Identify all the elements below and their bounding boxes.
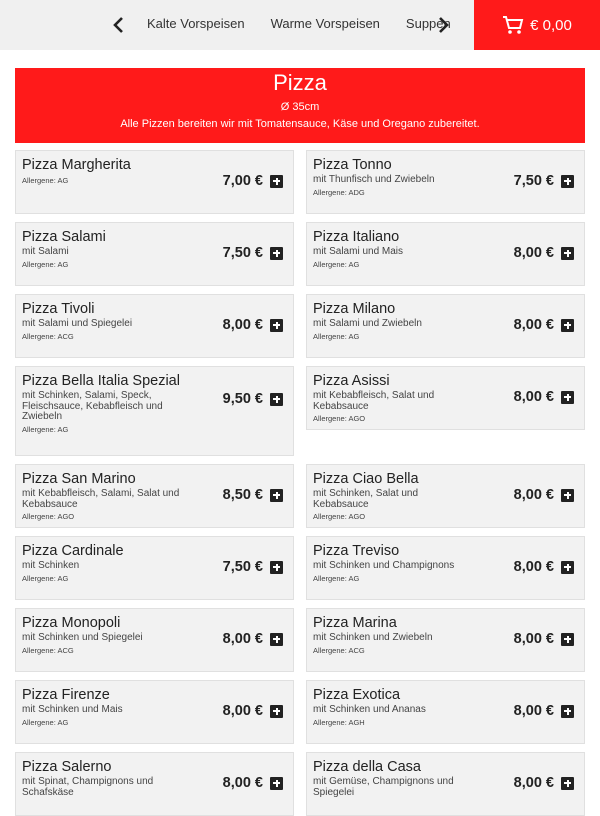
product-price: 7,50 € [222,559,263,575]
chevron-right-icon [438,16,450,34]
product-card[interactable] [306,222,585,286]
product-description: mit Thunfisch und Zwiebeln [313,174,435,185]
product-card[interactable] [306,366,585,430]
product-card[interactable] [15,464,294,528]
product-card[interactable] [15,608,294,672]
product-description: mit Salami und Mais [313,246,404,257]
product-name: Pizza Tivoli [22,301,95,317]
product-price: 8,00 € [513,703,554,719]
nav-next-button[interactable] [434,12,454,38]
chevron-left-icon [112,16,124,34]
product-description: mit Salami und Zwiebeln [313,318,422,329]
category-description: Alle Pizzen bereiten wir mit Tomatensauce, Käse und Oregano zubereitet. [120,118,480,130]
product-description: mit Spinat, Champignons und Schafskäse [22,776,154,798]
product-card[interactable] [15,752,294,816]
add-to-cart-icon[interactable] [561,705,574,718]
product-price: 8,00 € [222,703,263,719]
category-banner [15,68,585,143]
product-card[interactable] [15,366,294,456]
product-allergens: Allergene: AG [313,573,360,583]
product-card[interactable] [306,464,585,528]
product-card[interactable] [306,294,585,358]
product-description: mit Salami und Spiegelei [22,318,133,329]
product-name: Pizza Marina [313,615,397,631]
product-name: Pizza Ciao Bella [313,471,419,487]
product-description: mit Schinken, Salat und Kebabsauce [313,488,419,510]
product-price: 8,00 € [513,775,554,791]
add-to-cart-icon[interactable] [270,489,283,502]
product-card[interactable] [306,608,585,672]
add-to-cart-icon[interactable] [270,777,283,790]
product-price: 7,50 € [513,173,554,189]
add-to-cart-icon[interactable] [561,319,574,332]
product-price: 7,50 € [222,245,263,261]
product-name: Pizza Milano [313,301,396,317]
product-allergens: Allergene: AGH [313,717,365,727]
product-name: Pizza Margherita [22,157,131,173]
product-allergens: Allergene: ACG [22,331,74,341]
add-to-cart-icon[interactable] [270,175,283,188]
product-name: Pizza San Marino [22,471,136,487]
product-description: mit Salami [22,246,69,257]
add-to-cart-icon[interactable] [270,247,283,260]
product-card[interactable] [306,680,585,744]
add-to-cart-icon[interactable] [561,175,574,188]
add-to-cart-icon[interactable] [561,777,574,790]
category-nav [0,0,474,50]
add-to-cart-icon[interactable] [270,561,283,574]
cart-button[interactable] [474,0,600,50]
product-description: mit Schinken [22,560,80,571]
product-allergens: Allergene: AG [22,259,69,269]
product-name: Pizza Monopoli [22,615,121,631]
add-to-cart-icon[interactable] [561,247,574,260]
product-price: 8,00 € [222,317,263,333]
product-description: mit Schinken und Zwiebeln [313,632,433,643]
add-to-cart-icon[interactable] [270,393,283,406]
product-allergens: Allergene: AG [313,331,360,341]
product-allergens: Allergene: ACG [313,645,365,655]
product-card[interactable] [15,680,294,744]
nav-prev-button[interactable] [108,12,128,38]
product-allergens: Allergene: AGO [22,512,75,521]
product-description: mit Kebabfleisch, Salat und Kebabsauce [313,390,435,412]
product-card[interactable] [306,150,585,214]
product-description: mit Schinken und Champignons [313,560,455,571]
category-size: Ø 35cm [280,101,320,113]
product-allergens: Allergene: ACG [22,645,74,655]
product-price: 7,00 € [222,173,263,189]
product-name: Pizza della Casa [313,759,421,775]
product-description: mit Schinken und Mais [22,704,123,715]
product-allergens: Allergene: AG [22,717,69,727]
top-bar [0,0,600,50]
product-price: 8,00 € [513,317,554,333]
shopping-cart-icon [502,15,524,35]
product-allergens: Allergene: AGO [313,414,366,423]
product-price: 8,00 € [222,631,263,647]
product-allergens: Allergene: AGO [313,512,366,521]
product-name: Pizza Salerno [22,759,112,775]
product-price: 8,00 € [513,389,554,405]
cart-total: € 0,00 [530,16,572,34]
product-name: Pizza Tonno [313,157,392,173]
product-price: 8,00 € [513,245,554,261]
product-card[interactable] [306,536,585,600]
add-to-cart-icon[interactable] [561,489,574,502]
product-card[interactable] [15,294,294,358]
category-tab-kalte-vorspeisen[interactable]: Kalte Vorspeisen [147,16,245,31]
product-name: Pizza Treviso [313,543,400,559]
add-to-cart-icon[interactable] [561,561,574,574]
product-name: Pizza Firenze [22,687,110,703]
product-price: 8,50 € [222,487,263,503]
product-description: mit Schinken, Salami, Speck, Fleischsauce, Kebabfleisch und Zwiebeln [22,390,163,422]
product-price: 9,50 € [222,391,263,407]
product-description: mit Gemüse, Champignons und Spiegelei [313,776,454,798]
product-allergens: Allergene: ADG [313,187,365,197]
add-to-cart-icon[interactable] [270,705,283,718]
product-card[interactable] [15,222,294,286]
product-price: 8,00 € [513,559,554,575]
category-tab-suppen[interactable]: Suppen [405,16,451,31]
product-description: mit Kebabfleisch, Salami, Salat und Kebabsauce [22,488,180,510]
product-price: 8,00 € [513,487,554,503]
product-card[interactable] [15,150,294,214]
product-card[interactable] [306,752,585,816]
product-name: Pizza Italiano [313,229,400,245]
add-to-cart-icon[interactable] [561,633,574,646]
category-tab-warme-vorspeisen[interactable]: Warme Vorspeisen [270,16,380,31]
product-description: mit Schinken und Ananas [313,704,426,715]
product-allergens: Allergene: AG [22,176,69,185]
category-list [140,0,451,50]
product-name: Pizza Asissi [313,373,390,389]
category-title: Pizza [273,70,327,95]
product-name: Pizza Cardinale [22,543,124,559]
product-allergens: Allergene: AG [22,424,69,434]
product-name: Pizza Bella Italia Spezial [22,373,180,389]
product-price: 8,00 € [222,775,263,791]
product-allergens: Allergene: AG [22,573,69,583]
product-description: mit Schinken und Spiegelei [22,632,143,643]
add-to-cart-icon[interactable] [561,391,574,404]
product-grid [15,150,585,816]
product-price: 8,00 € [513,631,554,647]
product-name: Pizza Exotica [313,687,401,703]
product-allergens: Allergene: AG [313,259,360,269]
product-card[interactable] [15,536,294,600]
product-name: Pizza Salami [22,229,106,245]
add-to-cart-icon[interactable] [270,633,283,646]
add-to-cart-icon[interactable] [270,319,283,332]
